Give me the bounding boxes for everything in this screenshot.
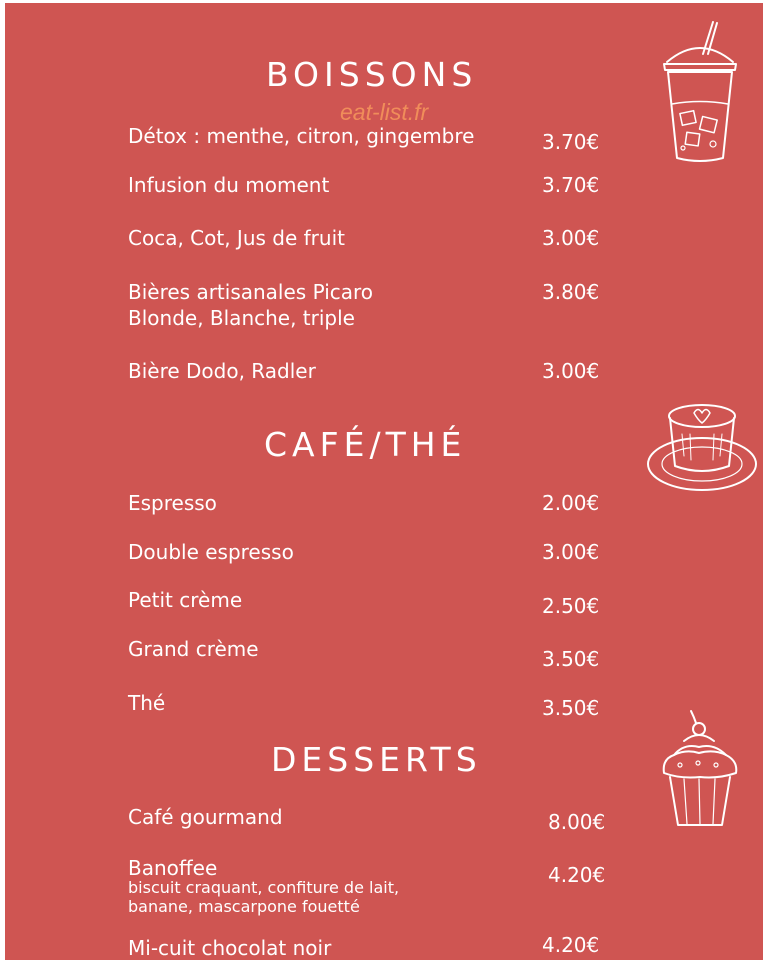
item-description: biscuit craquant, confiture de lait, [128,878,400,897]
item-name: Grand crème [128,637,259,661]
iced-drink-cup-icon [655,20,745,168]
watermark: eat-list.fr [340,99,429,125]
item-price: 2.00€ [542,491,600,515]
item-price: 3.50€ [542,696,600,720]
item-price: 3.80€ [542,280,600,304]
item-price: 4.20€ [548,863,606,887]
item-name: Bière Dodo, Radler [128,359,316,383]
section-title-desserts: DESSERTS [271,740,482,779]
item-description-line2: banane, mascarpone fouetté [128,897,360,916]
item-name: Café gourmand [128,805,283,829]
item-price: 8.00€ [548,810,606,834]
menu-page [5,3,763,960]
item-price: 3.50€ [542,647,600,671]
section-title-cafe: CAFÉ/THÉ [264,425,467,464]
item-price: 3.00€ [542,540,600,564]
item-price: 3.70€ [542,173,600,197]
item-price: 3.70€ [542,130,600,154]
item-name: Infusion du moment [128,173,330,197]
item-name: Espresso [128,491,217,515]
section-title-boissons: BOISSONS [266,55,478,94]
item-price: 3.00€ [542,359,600,383]
item-name: Double espresso [128,540,294,564]
item-price: 4.20€ [542,933,600,957]
item-name-line2: Blonde, Blanche, triple [128,306,355,330]
item-name: Coca, Cot, Jus de fruit [128,226,345,250]
cupcake-icon [658,707,742,829]
item-price: 2.50€ [542,594,600,618]
item-name: Bières artisanales Picaro [128,280,374,304]
item-name: Détox : menthe, citron, gingembre [128,124,475,148]
item-name: Banoffee [128,856,218,880]
latte-cup-icon [642,396,758,498]
item-price: 3.00€ [542,226,600,250]
item-name: Petit crème [128,588,243,612]
item-name: Thé [128,691,166,715]
item-name: Mi-cuit chocolat noir [128,936,332,960]
